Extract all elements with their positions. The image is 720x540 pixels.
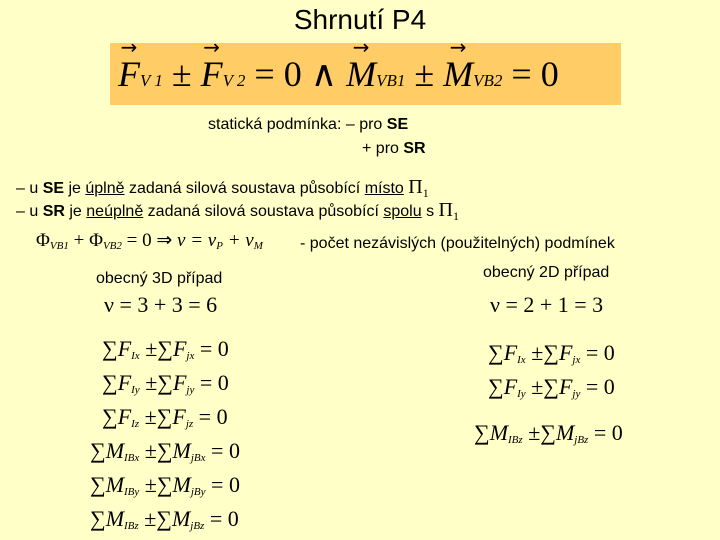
- symbol: F: [503, 340, 518, 365]
- subscript: Iz: [131, 418, 140, 430]
- subscript: IBy: [124, 486, 140, 498]
- plus-minus-sign: ±: [139, 336, 158, 361]
- sum-sign: ∑: [102, 404, 118, 429]
- plus-minus-sign: ±: [139, 370, 158, 395]
- plus-minus-sign: ±: [525, 340, 544, 365]
- case3d-equilibrium-eq-1: [102, 370, 229, 396]
- symbol: F: [172, 336, 187, 361]
- symbol: F: [503, 374, 518, 399]
- subscript: jx: [186, 350, 195, 362]
- symbol: F: [172, 404, 186, 429]
- plus-minus-sign: ±: [171, 54, 192, 94]
- symbol: M: [489, 420, 509, 445]
- se-definition: – u SE je úplně zadaná silová soustava působící místo $\Pi_1$: [16, 176, 429, 200]
- case3d-equilibrium-eq-4: [90, 472, 240, 498]
- moment-2-subscript: VB2: [473, 71, 503, 90]
- plus-minus-sign: ±: [138, 506, 157, 531]
- sum-sign: ∑: [543, 340, 559, 365]
- case2d-equilibrium-eq-0: [488, 340, 615, 366]
- equilibrium-equation: [118, 43, 559, 112]
- sum-sign: ∑: [156, 404, 173, 429]
- symbol: M: [172, 472, 191, 497]
- equals-zero: = 0: [580, 374, 615, 399]
- page-title: Shrnutí P4: [293, 4, 427, 35]
- equals-zero: = 0: [204, 506, 239, 531]
- logical-and-sign: ∧: [310, 54, 338, 94]
- sum-sign: ∑: [540, 420, 556, 445]
- sum-sign: ∑: [90, 506, 106, 531]
- subscript: Ix: [517, 354, 526, 366]
- symbol: F: [117, 404, 132, 429]
- subscript: Iy: [517, 388, 526, 400]
- sum-sign: ∑: [157, 336, 173, 361]
- case2d-equilibrium-eq-2: [474, 420, 623, 446]
- equals-zero: = 0: [193, 404, 228, 429]
- equals-zero: = 0: [588, 420, 623, 445]
- sum-sign: ∑: [156, 472, 173, 497]
- symbol: F: [172, 370, 187, 395]
- equals-zero: = 0: [205, 472, 240, 497]
- case-2d-count: ν = 2 + 1 = 3: [490, 292, 604, 317]
- case3d-equilibrium-eq-3: [90, 438, 240, 464]
- pi-symbol: $\Pi_1$: [408, 176, 429, 200]
- nu-note: - počet nezávislých (použitelných) podmínek: [300, 235, 615, 252]
- equals-zero: = 0: [254, 54, 302, 94]
- subscript: IBz: [508, 434, 523, 446]
- pi-symbol-2: $\Pi_1$: [438, 199, 459, 223]
- sum-sign: ∑: [156, 506, 172, 531]
- sum-sign: ∑: [90, 438, 106, 463]
- equals-zero: = 0: [194, 370, 229, 395]
- force-vector-1: → F: [118, 43, 140, 105]
- phi-nu-formula: ΦVB1 + ΦVB2 = 0 ⇒ ν = νP + νM: [36, 230, 263, 252]
- subscript: jBz: [574, 434, 589, 446]
- subscript: jBy: [190, 486, 206, 498]
- symbol: M: [105, 438, 125, 463]
- sum-sign: ∑: [543, 374, 559, 399]
- symbol: F: [117, 336, 132, 361]
- force-vector-2: → F: [201, 43, 223, 105]
- subscript: IBx: [124, 452, 140, 464]
- subscript: Ix: [131, 350, 140, 362]
- sum-sign: ∑: [156, 438, 173, 463]
- symbol: F: [558, 340, 573, 365]
- case2d-equilibrium-eq-1: [488, 374, 615, 400]
- case3d-equilibrium-eq-5: [90, 506, 239, 532]
- force-2-subscript: V 2: [222, 71, 246, 90]
- plus-minus-sign: ±: [139, 438, 157, 463]
- case-3d-count: ν = 3 + 3 = 6: [104, 292, 218, 317]
- sum-sign: ∑: [102, 370, 118, 395]
- symbol: F: [117, 370, 132, 395]
- subscript: Iy: [131, 384, 140, 396]
- symbol: F: [558, 374, 573, 399]
- case3d-equilibrium-eq-0: [102, 336, 229, 362]
- sum-sign: ∑: [488, 340, 504, 365]
- symbol: M: [172, 438, 191, 463]
- plus-minus-sign: ±: [139, 472, 157, 497]
- moment-vector-2: → M: [443, 43, 473, 105]
- symbol: M: [171, 506, 191, 531]
- symbol: M: [105, 506, 125, 531]
- case-3d-label: obecný 3D případ: [96, 270, 223, 287]
- subscript: IBz: [124, 520, 139, 532]
- sum-sign: ∑: [102, 336, 118, 361]
- sum-sign: ∑: [488, 374, 504, 399]
- case3d-equilibrium-eq-2: [102, 404, 228, 430]
- equals-zero: = 0: [194, 336, 229, 361]
- equals-zero: = 0: [580, 340, 615, 365]
- force-1-subscript: V 1: [140, 71, 163, 90]
- static-condition-line-2: + pro SR: [362, 140, 426, 157]
- plus-minus-sign-2: ±: [414, 54, 435, 94]
- plus-minus-sign: ±: [525, 374, 544, 399]
- plus-minus-sign: ±: [139, 404, 157, 429]
- moment-vector-1: → M: [346, 43, 376, 105]
- equals-zero-2: = 0: [511, 54, 559, 94]
- subscript: jy: [572, 388, 581, 400]
- sum-sign: ∑: [474, 420, 490, 445]
- plus-minus-sign: ±: [522, 420, 541, 445]
- subscript: jBx: [190, 452, 206, 464]
- sr-definition: – u SR je neúplně zadaná silová soustava působící spolu s $\Pi_1$: [16, 199, 459, 223]
- subscript: jBz: [190, 520, 205, 532]
- case-2d-label: obecný 2D případ: [483, 264, 610, 281]
- subscript: jy: [186, 384, 195, 396]
- sum-sign: ∑: [157, 370, 173, 395]
- subscript: jx: [572, 354, 581, 366]
- symbol: M: [555, 420, 575, 445]
- equals-zero: = 0: [205, 438, 240, 463]
- subscript: jz: [185, 418, 194, 430]
- static-condition-line-1: statická podmínka: – pro SE: [208, 116, 409, 133]
- symbol: M: [105, 472, 125, 497]
- sum-sign: ∑: [90, 472, 106, 497]
- moment-1-subscript: VB1: [376, 71, 406, 90]
- equilibrium-equation-box: [110, 43, 621, 105]
